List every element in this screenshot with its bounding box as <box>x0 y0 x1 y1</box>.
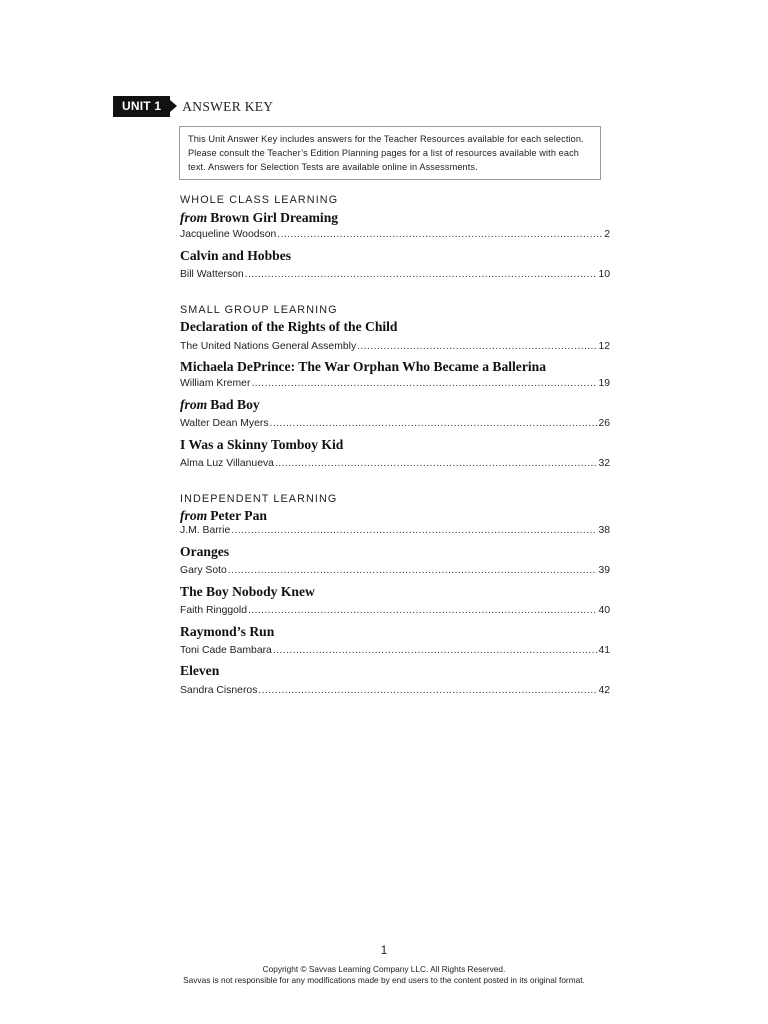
entry-author: Toni Cade Bambara <box>180 645 272 656</box>
entry-page: 10 <box>598 269 610 280</box>
entry-title-text: Brown Girl Dreaming <box>210 210 339 225</box>
entry-line <box>180 645 610 656</box>
unit-header <box>113 96 273 117</box>
entry-title[interactable] <box>180 210 338 226</box>
entry-page: 32 <box>598 458 610 469</box>
entry-line <box>180 605 610 616</box>
entry-author: William Kremer <box>180 378 251 389</box>
entry-line <box>180 458 610 469</box>
entry-title-text: Michaela DePrince: The War Orphan Who Became a Ballerina <box>180 359 547 374</box>
entry-title[interactable] <box>180 248 291 264</box>
entry-page: 42 <box>598 685 610 696</box>
entry-page: 12 <box>598 341 610 352</box>
entry-line <box>180 525 610 536</box>
entry-page: 2 <box>604 229 610 240</box>
dot-leader <box>251 378 597 389</box>
entry-page: 39 <box>598 565 610 576</box>
entry-author: Faith Ringgold <box>180 605 248 616</box>
dot-leader <box>275 458 597 469</box>
entry-title-text: Peter Pan <box>210 508 267 523</box>
entry-line <box>180 229 610 240</box>
entry-author: Jacqueline Woodson <box>180 229 277 240</box>
entry-title-text: Raymond’s Run <box>180 624 275 639</box>
entry-page: 38 <box>598 525 610 536</box>
entry-title[interactable] <box>180 359 546 375</box>
entry-title[interactable] <box>180 319 398 335</box>
page-number: 1 <box>380 943 388 957</box>
dot-leader <box>231 525 597 536</box>
dot-leader <box>248 605 597 616</box>
entry-page: 19 <box>598 378 610 389</box>
entry-title[interactable] <box>180 584 315 600</box>
entry-line <box>180 341 610 352</box>
intro-box: This Unit Answer Key includes answers for the Teacher Resources available for each selection. Please consult the Teacher’s Edition Planning pages for a list of resources available with each text. Answers for Selection Tests are available online in Assessments. <box>179 126 601 180</box>
entry-author: Walter Dean Myers <box>180 418 269 429</box>
entry-prefix: from <box>180 397 208 412</box>
entry-line <box>180 378 610 389</box>
entry-title[interactable] <box>180 437 343 453</box>
entry-author: The United Nations General Assembly <box>180 341 357 352</box>
entry-title-text: Calvin and Hobbes <box>180 248 292 263</box>
dot-leader <box>357 341 597 352</box>
dot-leader <box>270 418 598 429</box>
entry-line <box>180 269 610 280</box>
entry-author: Alma Luz Villanueva <box>180 458 274 469</box>
dot-leader <box>277 229 603 240</box>
disclaimer-notice: Savvas is not responsible for any modifications made by end users to the content posted in its original format. <box>183 975 585 985</box>
copyright-notice: Copyright © Savvas Learning Company LLC. All Rights Reserved. <box>262 964 506 974</box>
entry-title-text: Bad Boy <box>210 397 260 412</box>
unit-label: UNIT 1 <box>113 96 170 117</box>
dot-leader <box>228 565 598 576</box>
section-label-whole-class: WHOLE CLASS LEARNING <box>180 194 339 206</box>
entry-page: 40 <box>598 605 610 616</box>
entry-page: 26 <box>598 418 610 429</box>
entry-prefix: from <box>180 210 208 225</box>
entry-author: J.M. Barrie <box>180 525 231 536</box>
dot-leader <box>273 645 598 656</box>
page-title: ANSWER KEY <box>182 98 274 114</box>
entry-title[interactable] <box>180 397 260 413</box>
entry-title[interactable] <box>180 624 274 640</box>
entry-prefix: from <box>180 508 208 523</box>
dot-leader <box>245 269 598 280</box>
entry-title[interactable] <box>180 663 219 679</box>
entry-title-text: Oranges <box>180 544 230 559</box>
entry-line <box>180 418 610 429</box>
entry-line <box>180 565 610 576</box>
entry-author: Sandra Cisneros <box>180 685 258 696</box>
entry-title[interactable] <box>180 544 229 560</box>
entry-page: 41 <box>598 645 610 656</box>
entry-line <box>180 685 610 696</box>
entry-title-text: Eleven <box>180 663 220 678</box>
section-label-independent: INDEPENDENT LEARNING <box>180 493 338 505</box>
entry-title-text: I Was a Skinny Tomboy Kid <box>180 437 344 452</box>
entry-title[interactable] <box>180 508 267 524</box>
entry-author: Bill Watterson <box>180 269 244 280</box>
entry-title-text: Declaration of the Rights of the Child <box>180 319 398 334</box>
entry-title-text: The Boy Nobody Knew <box>180 584 315 599</box>
section-label-small-group: SMALL GROUP LEARNING <box>180 304 338 316</box>
dot-leader <box>258 685 597 696</box>
entry-author: Gary Soto <box>180 565 227 576</box>
